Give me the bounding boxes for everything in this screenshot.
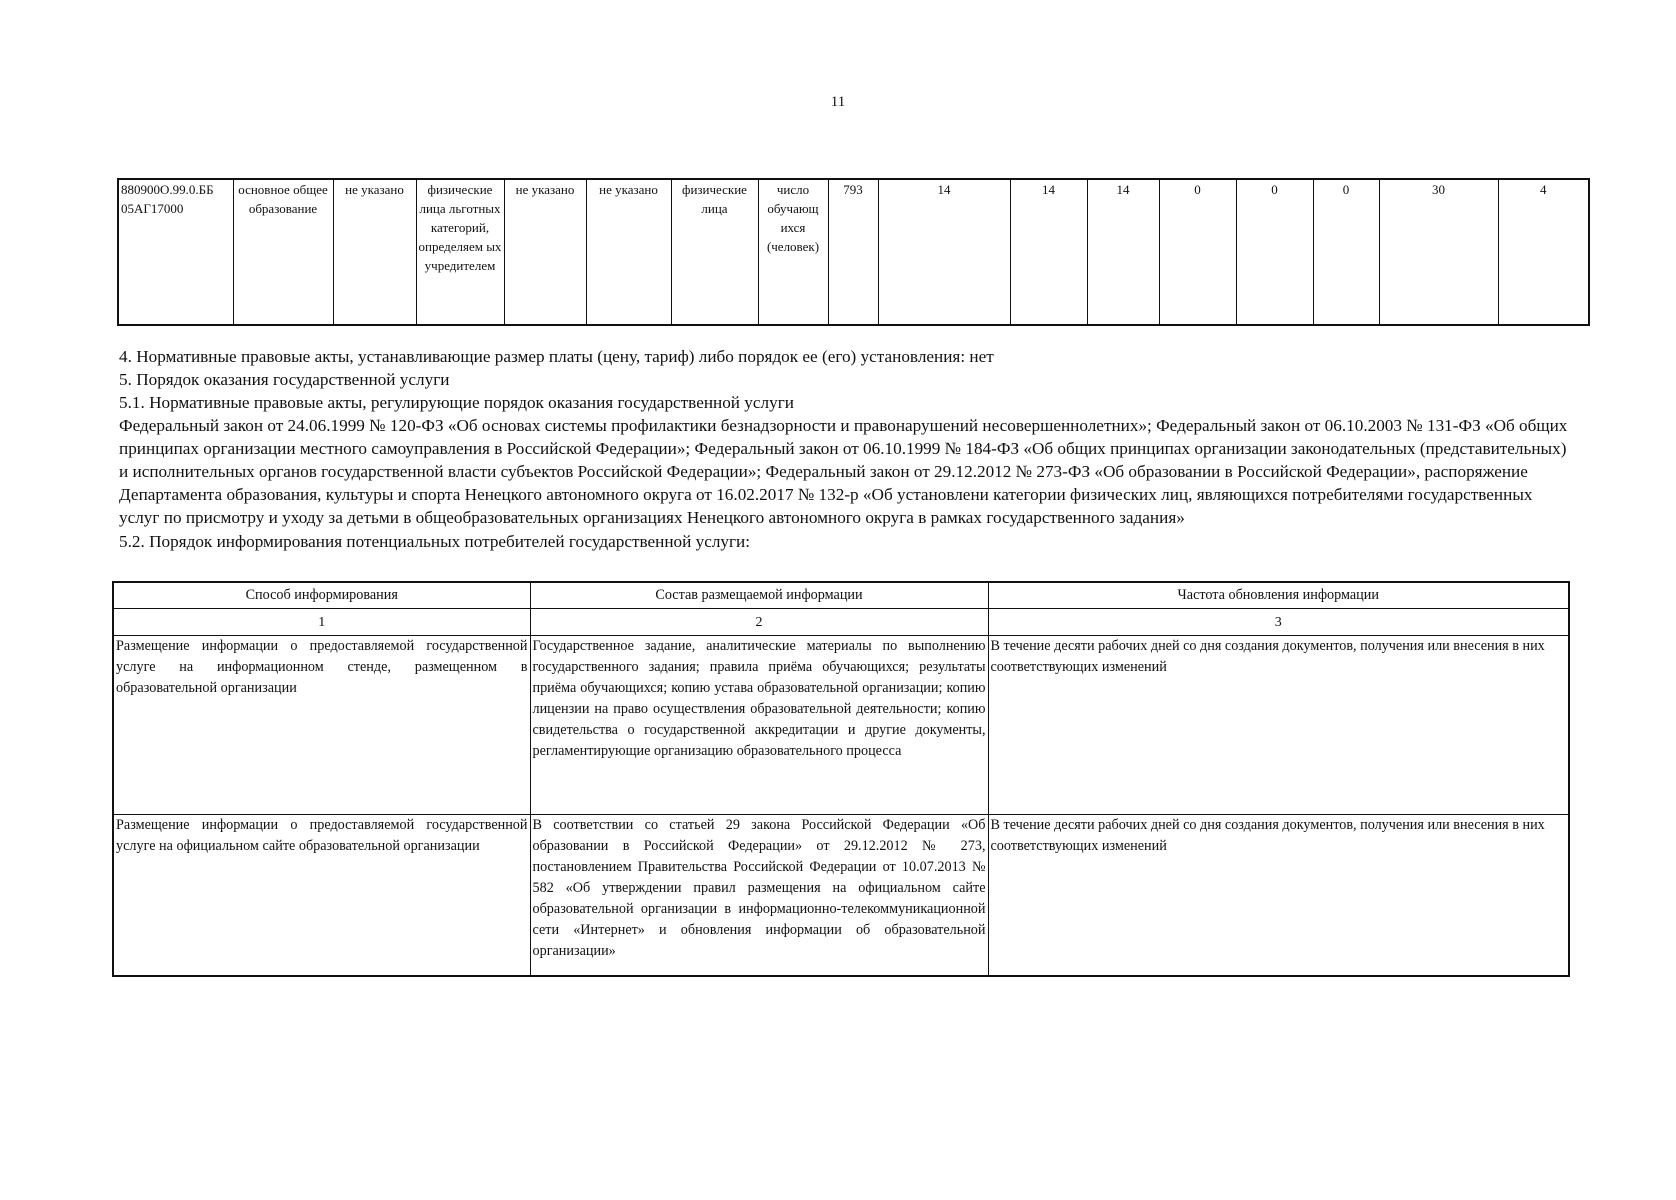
column-number: 3 bbox=[988, 609, 1569, 636]
table-cell: 4 bbox=[1498, 179, 1589, 325]
table-cell: 14 bbox=[1010, 179, 1087, 325]
consumer-category-cell: физические лица льготных категорий, определяем ых учредителем bbox=[416, 179, 504, 325]
frequency-cell: В течение десяти рабочих дней со дня создания документов, получения или внесения в них соответствующих изменений bbox=[988, 636, 1569, 815]
table-cell: 0 bbox=[1236, 179, 1313, 325]
table-cell: 30 bbox=[1379, 179, 1498, 325]
indicator-name-cell: число обучающ ихся (человек) bbox=[758, 179, 828, 325]
table-cell: не указано bbox=[586, 179, 671, 325]
document-text bbox=[119, 345, 1569, 553]
table-cell: 0 bbox=[1159, 179, 1236, 325]
section-5-2-heading: 5.2. Порядок информирования потенциальных потребителей государственной услуги: bbox=[119, 532, 751, 551]
service-indicators-table bbox=[117, 178, 1590, 326]
content-cell: Государственное задание, аналитические материалы по выполнению государственного задания; правила приёма обучающихся; результаты приёма обучающихся; копию устава образовательной организации; копию лицензии на право осуществления образовательной деятельности; копию свидетельства о государственной аккредитации и другие документы, регламентирующие организацию образовательного процесса bbox=[530, 636, 988, 815]
section-5: 5. Порядок оказания государственной услуги bbox=[119, 370, 450, 389]
table-cell: не указано bbox=[333, 179, 416, 325]
informing-table bbox=[112, 581, 1570, 977]
column-header: Состав размещаемой информации bbox=[530, 582, 988, 609]
table-cell: 14 bbox=[878, 179, 1010, 325]
table-cell: физические лица bbox=[671, 179, 758, 325]
method-cell: Размещение информации о предоставляемой государственной услуге на официальном сайте образовательной организации bbox=[113, 815, 530, 977]
frequency-cell: В течение десяти рабочих дней со дня создания документов, получения или внесения в них соответствующих изменений bbox=[988, 815, 1569, 977]
education-level-cell: основное общее образование bbox=[233, 179, 333, 325]
section-5-1-body: Федеральный закон от 24.06.1999 № 120-ФЗ «Об основах системы профилактики безнадзорности и правонарушений несовершеннолетних»; Федеральный закон от 06.10.2003 № 131-ФЗ «Об общих принципах организации местного самоуправления в Российской Федерации»; Федеральный закон от 06.10.1999 № 184-ФЗ «Об общих принципах организации законодательных (представительных) и исполнительных органов государственной власти субъектов Российской Федерации»; Федеральный закон от 29.12.2012 № 273-ФЗ «Об образовании в Российской Федерации», распоряжение Департамента образования, культуры и спорта Ненецкого автономного округа от 16.02.2017 № 132-р «Об установлени категории физических лиц, являющихся потребителями государственных услуг по присмотру и уходу за детьми в общеобразовательных организациях Ненецкого автономного округа в рамках государственного задания» bbox=[119, 416, 1568, 527]
table-cell: не указано bbox=[504, 179, 586, 325]
table-cell: 14 bbox=[1087, 179, 1159, 325]
column-number-row bbox=[113, 609, 1569, 636]
page-number: 11 bbox=[830, 94, 846, 110]
table-row bbox=[113, 636, 1569, 815]
table-row bbox=[118, 179, 1589, 325]
column-header: Способ информирования bbox=[113, 582, 530, 609]
section-4: 4. Нормативные правовые акты, устанавливающие размер платы (цену, тариф) либо порядок ее (его) установления: нет bbox=[119, 347, 994, 366]
table-header-row bbox=[113, 582, 1569, 609]
table-row bbox=[113, 815, 1569, 977]
table-cell: 793 bbox=[828, 179, 878, 325]
content-cell: В соответствии со статьей 29 закона Российской Федерации «Об образовании в Российской Федерации» от 29.12.2012 № 273, постановлением Правительства Российской Федерации от 10.07.2013 № 582 «Об утверждении правил размещения на официальном сайте образовательной организации в информационно-телекоммуникационной сети «Интернет» и обновления информации об образовательной организации» bbox=[530, 815, 988, 977]
column-number: 2 bbox=[530, 609, 988, 636]
column-number: 1 bbox=[113, 609, 530, 636]
section-5-1-heading: 5.1. Нормативные правовые акты, регулирующие порядок оказания государственной услуги bbox=[119, 393, 794, 412]
column-header: Частота обновления информации bbox=[988, 582, 1569, 609]
registry-code-cell: 880900О.99.0.ББ 05АГ17000 bbox=[118, 179, 233, 325]
method-cell: Размещение информации о предоставляемой государственной услуге на информационном стенде, размещенном в образовательной организации bbox=[113, 636, 530, 815]
table-cell: 0 bbox=[1313, 179, 1379, 325]
